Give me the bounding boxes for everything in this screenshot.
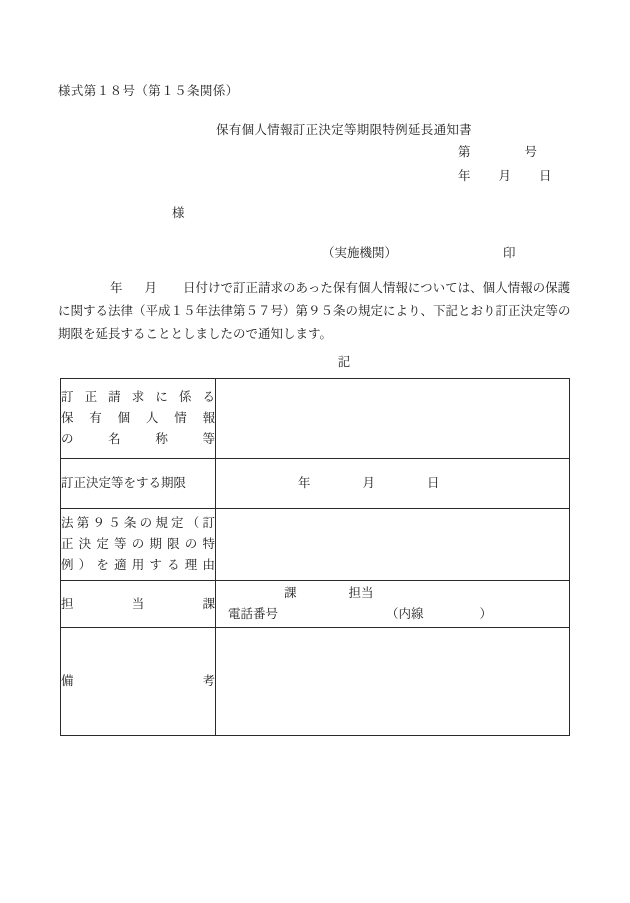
table-row [61, 379, 570, 459]
row-label-corrected-info-name [61, 379, 216, 459]
deadline-date-placeholder [216, 476, 440, 490]
table-row [61, 459, 570, 509]
row-label-decision-deadline [61, 459, 216, 509]
issuing-authority-label: （実施機関） [322, 246, 398, 260]
deadline-month-label: 月 [362, 476, 376, 490]
form-table [60, 378, 570, 736]
body-line-1-text: 日付けで訂正請求のあった保有個人情報については、個人情報の保護 [183, 281, 571, 295]
body-line-1 [58, 277, 574, 300]
document-number-unit: 号 [524, 145, 538, 159]
date-day-label: 日 [539, 169, 552, 183]
label-line: 担当課 [61, 596, 215, 611]
label-line: 例）を適用する理由 [61, 558, 215, 572]
date-year-label: 年 [458, 169, 471, 183]
section-label: 課 [284, 586, 297, 600]
label-line: 正決定等の期限の特 [61, 537, 215, 551]
label-line: の名称等 [61, 432, 215, 446]
label-line: 訂正決定等をする期限 [61, 476, 187, 490]
ki-marker: 記 [337, 355, 351, 369]
extension-close-paren: ） [479, 607, 493, 621]
page-title: 保有個人情報訂正決定等期限特例延長通知書 [215, 123, 472, 137]
section-person-line [216, 583, 569, 604]
body-year-label: 年 [110, 281, 123, 295]
label-line: 保有個人情報 [61, 411, 215, 425]
body-line-2: に関する法律（平成１５年法律第５７号）第９５条の規定により、下記とおり訂正決定等の [58, 304, 571, 318]
deadline-day-label: 日 [427, 476, 440, 490]
row-label-remarks [61, 628, 216, 736]
row-label-article-95-reason [61, 509, 216, 581]
addressee-honorific: 様 [172, 206, 185, 220]
table-row [61, 628, 570, 736]
table-row [61, 509, 570, 581]
row-value-responsible-section[interactable] [216, 581, 570, 628]
label-line: 備考 [61, 674, 215, 688]
body-paragraph [58, 277, 574, 346]
table-row [61, 581, 570, 628]
label-line: 訂正請求に係る [61, 390, 215, 404]
label-line: 法第９５条の規定（訂 [61, 516, 215, 530]
row-value-corrected-info-name[interactable] [216, 379, 570, 459]
row-value-remarks[interactable] [216, 628, 570, 736]
form-number: 様式第１８号（第１５条関係） [58, 84, 239, 98]
row-label-responsible-section [61, 581, 216, 628]
body-line-3: 期限を延長することとしましたので通知します。 [58, 327, 333, 341]
row-value-decision-deadline[interactable] [216, 459, 570, 509]
body-month-label: 月 [144, 281, 158, 295]
phone-label: 電話番号 [228, 607, 279, 621]
extension-label: （内線 [386, 607, 424, 621]
phone-line [216, 604, 569, 625]
date-month-label: 月 [498, 169, 512, 183]
document-number-label: 第 [458, 145, 471, 159]
deadline-year-label: 年 [298, 476, 311, 490]
person-in-charge-label: 担当 [348, 586, 374, 600]
row-value-article-95-reason[interactable] [216, 509, 570, 581]
document-date-field [458, 166, 552, 184]
document-number-field [458, 142, 537, 160]
seal-stamp-icon: 印 [503, 246, 516, 260]
